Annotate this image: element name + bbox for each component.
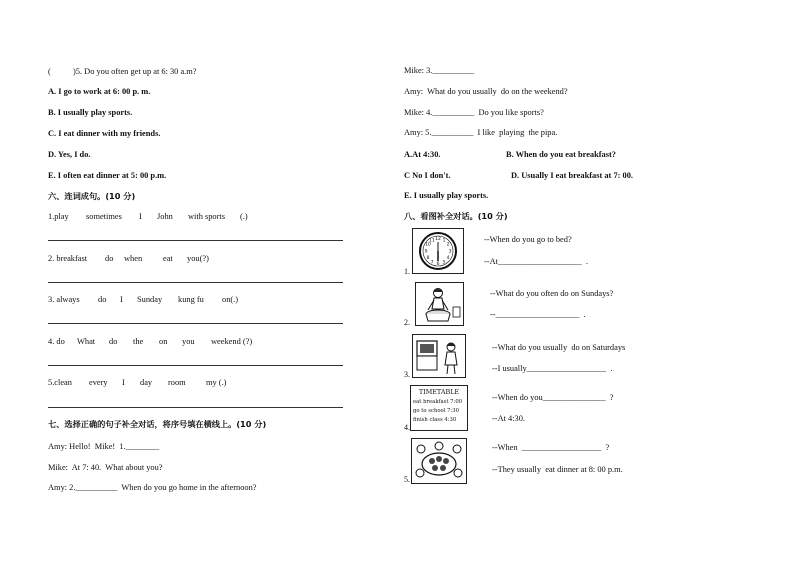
q5-option-d: D. Yes, I do. <box>48 150 91 159</box>
timetable-row: eat breakfast 7:00 <box>413 399 463 405</box>
s6-item1-word: sometimes <box>86 212 122 221</box>
s6-item3-word: do <box>98 295 107 304</box>
timetable-row: finish class 4:30 <box>413 417 457 423</box>
svg-text:6: 6 <box>436 262 440 267</box>
s6-item2-word: when <box>124 254 143 263</box>
answer-line[interactable] <box>48 240 343 241</box>
picture3-question: --What do you usually do on Saturdays <box>492 343 626 352</box>
section8-title: 八、看图补全对话。(10 分) <box>404 211 508 221</box>
picture-number: 3. <box>404 370 410 379</box>
picture4-answer: --At 4:30. <box>492 414 526 423</box>
s6-item5-word: 5.clean <box>48 378 72 387</box>
q5-option-e: E. I often eat dinner at 5: 00 p.m. <box>48 171 167 180</box>
picture5-question[interactable]: --When ___________________ ? <box>492 443 610 452</box>
s6-item4-word: do <box>109 337 118 346</box>
dinner-table-icon <box>412 439 466 483</box>
s6-item3-word: I <box>120 295 123 304</box>
answer-line[interactable] <box>48 323 343 324</box>
picture-number: 1. <box>404 267 410 276</box>
s6-item2-word: 2. breakfast <box>48 254 88 263</box>
option-b: B. When do you eat breakfast? <box>506 150 616 159</box>
dialog-line: Amy: 2.__________ When do you go home in the afternoon? <box>48 483 257 492</box>
picture4-question[interactable]: --When do you_______________ ? <box>492 393 614 402</box>
s6-item4-word: weekend (?) <box>211 337 253 346</box>
washing-clothes-icon <box>416 283 463 325</box>
s6-item4-word: 4. do <box>48 337 65 346</box>
s6-item4-word: on <box>159 337 168 346</box>
s6-item3-word: on(.) <box>222 295 239 304</box>
q5-question: )5. Do you often get up at 6: 30 a.m? <box>73 67 197 76</box>
clock-icon <box>413 229 463 273</box>
s6-item4-word: the <box>133 337 144 346</box>
s6-item1-word: (.) <box>240 212 248 221</box>
s6-item5-word: day <box>140 378 153 387</box>
picture-number: 4. <box>404 423 410 432</box>
picture3-answer[interactable]: --I usually___________________ . <box>492 364 613 373</box>
s6-item5-word: every <box>89 378 108 387</box>
picture2-answer[interactable]: --____________________ . <box>490 310 586 319</box>
s6-item2-word: you(?) <box>187 254 209 263</box>
s6-item1-word: 1.play <box>48 212 69 221</box>
timetable-title: TIMETABLE <box>418 388 460 396</box>
timetable-picture <box>410 385 468 431</box>
s6-item1-word: with sports <box>188 212 225 221</box>
answer-line[interactable] <box>48 365 343 366</box>
s6-item1-word: I <box>139 212 142 221</box>
picture-number: 5. <box>404 475 410 484</box>
picture1-question: --When do you go to bed? <box>484 235 572 244</box>
option-a: A.At 4:30. <box>404 150 441 159</box>
svg-text:12: 12 <box>435 237 441 242</box>
s6-item4-word: What <box>77 337 96 346</box>
svg-text:2: 2 <box>446 242 450 248</box>
washing-clothes-picture <box>415 282 464 326</box>
svg-text:7: 7 <box>430 260 434 266</box>
dialog-line: Amy: Hello! Mike! 1.________ <box>48 442 160 451</box>
q5-option-b: B. I usually play sports. <box>48 108 133 117</box>
answer-line[interactable] <box>48 282 343 283</box>
s6-item1-word: John <box>157 212 173 221</box>
dialog-line: Amy: 5.__________ I like playing the pipa. <box>404 128 558 137</box>
q5-option-c: C. I eat dinner with my friends. <box>48 129 161 138</box>
svg-text:9: 9 <box>424 249 428 255</box>
timetable-row: go to school 7:30 <box>413 408 460 414</box>
s6-item2-word: do <box>105 254 114 263</box>
s6-item3-word: 3. always <box>48 295 80 304</box>
dialog-line: Mike: 3.__________ <box>404 66 475 75</box>
svg-text:11: 11 <box>429 238 435 244</box>
watching-tv-picture <box>412 334 466 378</box>
s6-item2-word: eat <box>163 254 173 263</box>
picture-number: 2. <box>404 318 410 327</box>
tv-icon <box>413 335 465 377</box>
section6-title: 六、连词成句。(10 分) <box>48 191 136 201</box>
svg-text:8: 8 <box>426 256 430 261</box>
clock-picture <box>412 228 464 274</box>
s6-item3-word: Sunday <box>137 295 163 304</box>
svg-text:10: 10 <box>425 242 431 248</box>
option-d: D. Usually I eat breakfast at 7: 00. <box>511 171 633 180</box>
answer-line[interactable] <box>48 407 343 408</box>
svg-text:4: 4 <box>446 256 450 261</box>
picture1-answer[interactable]: --At____________________ . <box>484 257 588 266</box>
svg-text:3: 3 <box>448 249 452 255</box>
option-c: C No I don't. <box>404 171 451 180</box>
picture5-answer: --They usually eat dinner at 8: 00 p.m. <box>492 465 623 474</box>
q5-paren: ( <box>48 67 51 76</box>
section7-title: 七、选择正确的句子补全对话，将序号填在横线上。(10 分) <box>48 419 267 429</box>
q5-option-a: A. I go to work at 6: 00 p. m. <box>48 87 151 96</box>
dialog-line: Mike: At 7: 40. What about you? <box>48 463 163 472</box>
s6-item4-word: you <box>182 337 195 346</box>
svg-text:1: 1 <box>442 238 446 244</box>
dialog-line: Amy: What do you usually do on the weekend? <box>404 87 568 96</box>
picture2-question: --What do you often do on Sundays? <box>490 289 614 298</box>
option-e: E. I usually play sports. <box>404 191 489 200</box>
s6-item5-word: I <box>122 378 125 387</box>
s6-item5-word: my (.) <box>206 378 227 387</box>
s6-item3-word: kung fu <box>178 295 204 304</box>
svg-text:5: 5 <box>442 260 446 266</box>
family-dinner-picture <box>411 438 467 484</box>
s6-item5-word: room <box>168 378 186 387</box>
dialog-line: Mike: 4.__________ Do you like sports? <box>404 108 544 117</box>
